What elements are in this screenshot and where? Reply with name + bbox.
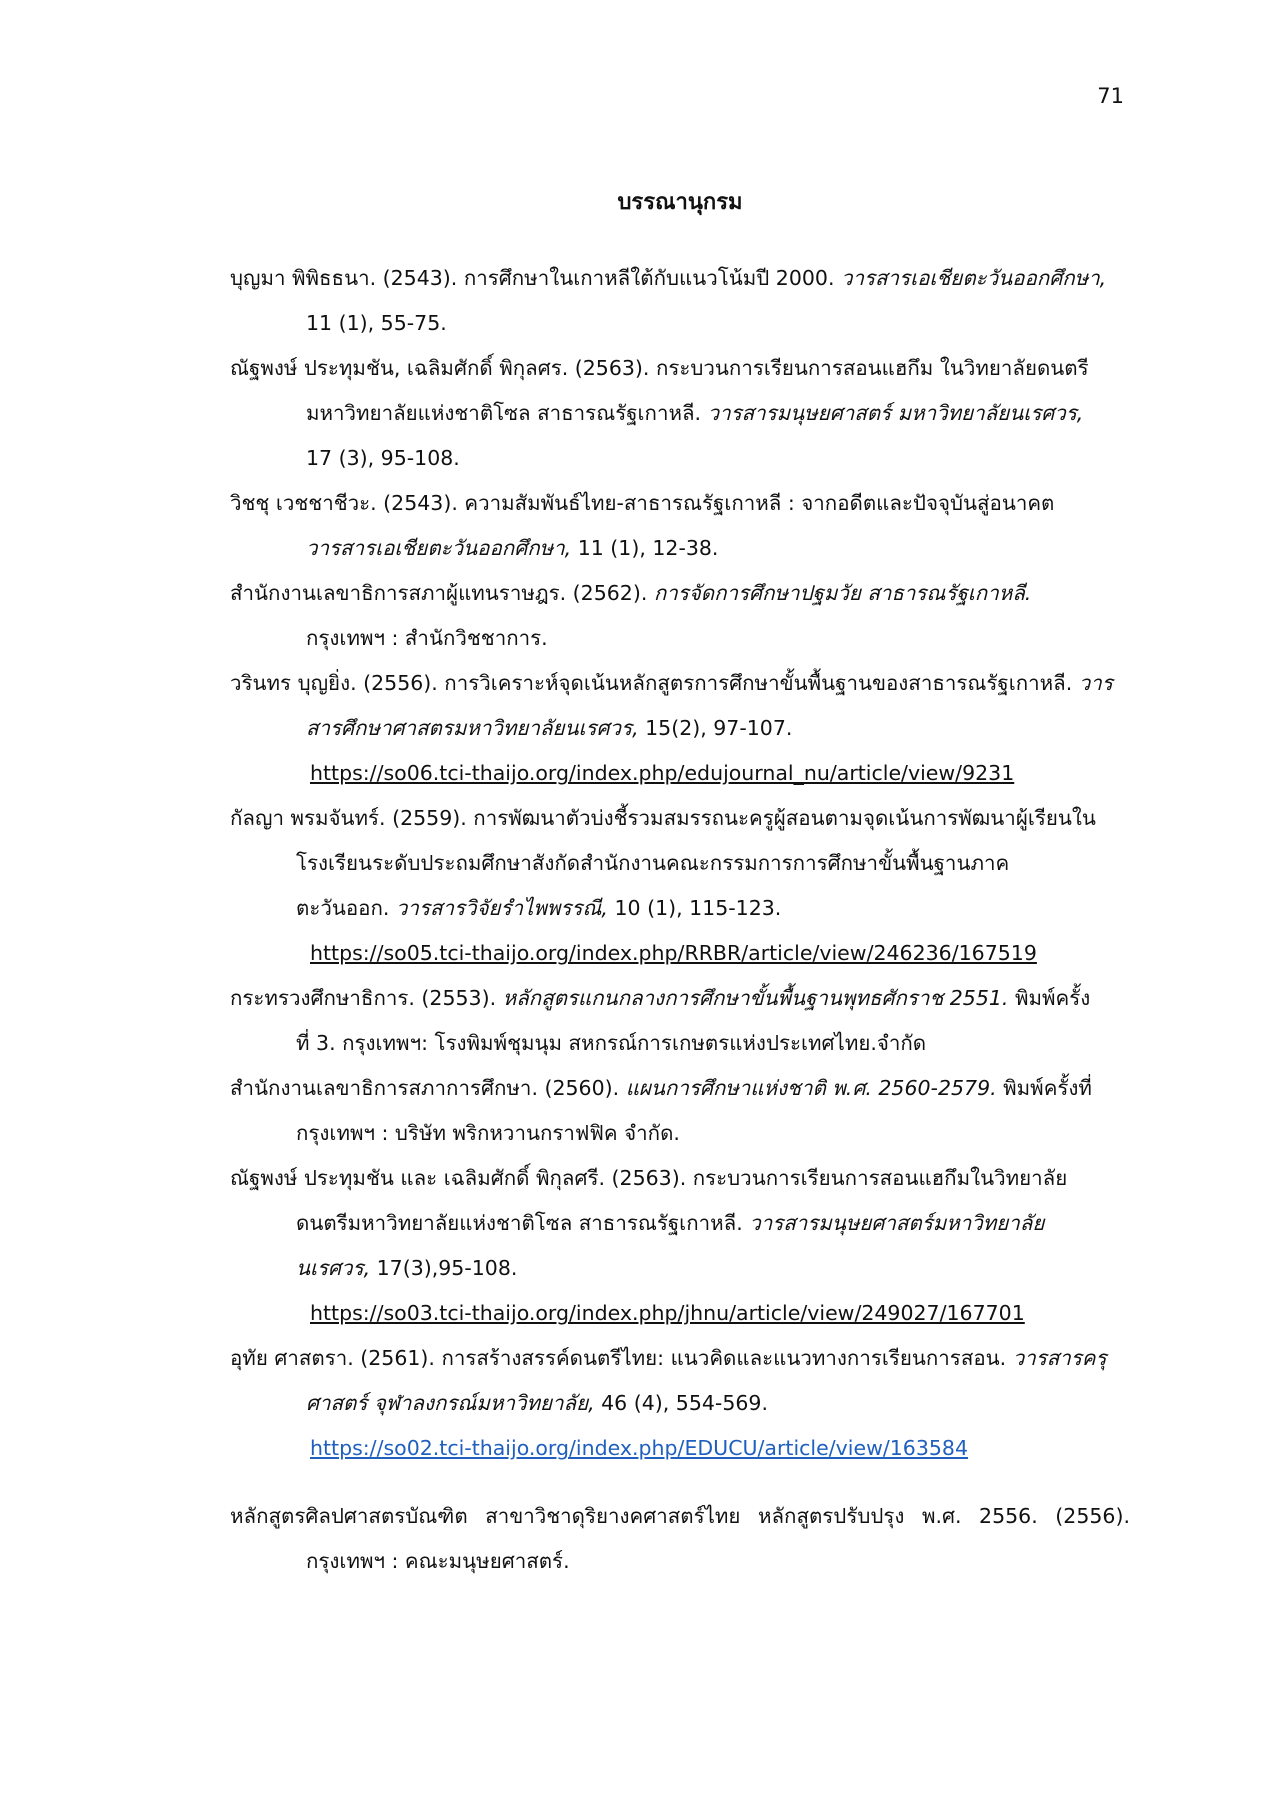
- reference-line: [230, 1156, 1130, 1201]
- reference-text: กระทรวงศึกษาธิการ. (2553).: [230, 986, 503, 1010]
- reference-line: [230, 616, 1130, 661]
- reference-line: [230, 571, 1130, 616]
- reference-text: 15(2), 97-107.: [638, 716, 793, 740]
- reference-text: 17 (3), 95-108.: [306, 446, 460, 470]
- reference-entry: [230, 1066, 1130, 1156]
- reference-text: วิชชุ เวชชาชีวะ. (2543). ความสัมพันธ์ไทย-สาธารณรัฐเกาหลี : จากอดีตและปัจจุบันสู่อนาคต: [230, 491, 1055, 515]
- reference-line: [230, 526, 1130, 571]
- reference-text: บุญมา พิพิธธนา. (2543). การศึกษาในเกาหลีใต้กับแนวโน้มปี 2000.: [230, 266, 841, 290]
- reference-line: [230, 1246, 1130, 1291]
- reference-line: [230, 1066, 1130, 1111]
- reference-line: [230, 841, 1130, 886]
- reference-text: พิมพ์ครั้ง: [1008, 986, 1091, 1010]
- reference-line: [230, 346, 1130, 391]
- reference-text: พิมพ์ครั้งที่: [996, 1076, 1092, 1100]
- reference-entry: [230, 1156, 1130, 1336]
- reference-text: 10 (1), 115-123.: [607, 896, 782, 920]
- reference-line: [230, 436, 1130, 481]
- reference-line: [230, 1291, 1130, 1336]
- reference-text: สาขาวิชาดุริยางคศาสตร์ไทย: [485, 1504, 741, 1528]
- reference-text: ณัฐพงษ์ ประทุมชัน และ เฉลิมศักดิ์ พิกุลศรี. (2563). กระบวนการเรียนการสอนแฮกึมในวิทยาลัย: [230, 1166, 1068, 1190]
- reference-entry: [230, 976, 1130, 1066]
- reference-entry: [230, 481, 1130, 571]
- reference-line: [230, 391, 1130, 436]
- reference-line: [230, 1336, 1130, 1381]
- reference-source-title: หลักสูตรแกนกลางการศึกษาขั้นพื้นฐานพุทธศักราช 2551.: [502, 986, 1009, 1010]
- reference-url-link[interactable]: https://so06.tci-thaijo.org/index.php/edujournal_nu/article/view/9231: [310, 761, 1015, 785]
- reference-text: 2556.: [979, 1504, 1038, 1528]
- reference-text: กรุงเทพฯ : บริษัท พริกหวานกราฟฟิค จำกัด.: [296, 1121, 680, 1145]
- reference-entry: [230, 796, 1130, 976]
- reference-line: [230, 976, 1130, 1021]
- reference-text: วรินทร บุญยิ่ง. (2556). การวิเคราะห์จุดเน้นหลักสูตรการศึกษาขั้นพื้นฐานของสาธารณรัฐเกาหลี.: [230, 671, 1079, 695]
- reference-line: [230, 301, 1130, 346]
- reference-text: ที่ 3. กรุงเทพฯ: โรงพิมพ์ชุมนุม สหกรณ์การเกษตรแห่งประเทศไทย.จำกัด: [296, 1031, 927, 1055]
- reference-source-title: แผนการศึกษาแห่งชาติ พ.ศ. 2560-2579.: [625, 1076, 997, 1100]
- reference-text: สำนักงานเลขาธิการสภาการศึกษา. (2560).: [230, 1076, 626, 1100]
- reference-text: กัลญา พรมจันทร์. (2559). การพัฒนาตัวบ่งชี้รวมสมรรถนะครูผู้สอนตามจุดเน้นการพัฒนาผู้เรียนใน: [230, 806, 1096, 830]
- page-number: 71: [1097, 84, 1124, 108]
- reference-line: [230, 751, 1130, 796]
- reference-line: [230, 1381, 1130, 1426]
- reference-source-title: สารศึกษาศาสตรมหาวิทยาลัยนเรศวร,: [306, 716, 639, 740]
- reference-text: อุทัย ศาสตรา. (2561). การสร้างสรรค์ดนตรีไทย: แนวคิดและแนวทางการเรียนการสอน.: [230, 1346, 1013, 1370]
- reference-entry: [230, 346, 1130, 481]
- reference-text: มหาวิทยาลัยแห่งชาติโซล สาธารณรัฐเกาหลี.: [306, 401, 708, 425]
- reference-line: [230, 1494, 1130, 1539]
- reference-text: พ.ศ.: [921, 1504, 962, 1528]
- reference-source-title: วารสารครุ: [1012, 1346, 1107, 1370]
- reference-text: ตะวันออก.: [296, 896, 396, 920]
- reference-line: [230, 1111, 1130, 1156]
- reference-text: กรุงเทพฯ : คณะมนุษยศาสตร์.: [306, 1549, 570, 1573]
- reference-text: สำนักงานเลขาธิการสภาผู้แทนราษฎร. (2562).: [230, 581, 654, 605]
- reference-source-title: การจัดการศึกษาปฐมวัย สาธารณรัฐเกาหลี.: [653, 581, 1032, 605]
- reference-text: 17(3),95-108.: [370, 1256, 518, 1280]
- reference-text: 11 (1), 55-75.: [306, 311, 447, 335]
- reference-list: [230, 256, 1130, 1584]
- reference-line: [230, 661, 1130, 706]
- reference-source-title: วาร: [1078, 671, 1113, 695]
- reference-entry: [230, 1336, 1130, 1471]
- reference-line: [230, 1021, 1130, 1066]
- reference-url-link[interactable]: https://so03.tci-thaijo.org/index.php/jhnu/article/view/249027/167701: [310, 1301, 1025, 1325]
- reference-source-title: วารสารมนุษยศาสตร์มหาวิทยาลัย: [749, 1211, 1045, 1235]
- reference-source-title: วารสารเอเชียตะวันออกศึกษา,: [841, 266, 1107, 290]
- reference-url-link[interactable]: https://so05.tci-thaijo.org/index.php/RRBR/article/view/246236/167519: [310, 941, 1037, 965]
- reference-entry: [230, 661, 1130, 796]
- reference-text: 11 (1), 12-38.: [571, 536, 719, 560]
- reference-entry: [230, 1494, 1130, 1584]
- reference-source-title: วารสารวิจัยรำไพพรรณี,: [395, 896, 608, 920]
- reference-text: หลักสูตรปรับปรุง: [757, 1504, 905, 1528]
- reference-text: 46 (4), 554-569.: [594, 1391, 768, 1415]
- reference-line: [230, 1201, 1130, 1246]
- reference-source-title: วารสารมนุษยศาสตร์ มหาวิทยาลัยนเรศวร,: [707, 401, 1084, 425]
- reference-source-title: นเรศวร,: [296, 1256, 371, 1280]
- reference-entry: [230, 571, 1130, 661]
- reference-text: กรุงเทพฯ : สำนักวิชชาการ.: [306, 626, 548, 650]
- reference-text: (2556).: [1055, 1504, 1130, 1528]
- reference-source-title: วารสารเอเชียตะวันออกศึกษา,: [306, 536, 572, 560]
- page-title: บรรณานุกรม: [617, 190, 743, 215]
- reference-line: [230, 706, 1130, 751]
- reference-url-link[interactable]: https://so02.tci-thaijo.org/index.php/EDUCU/article/view/163584: [310, 1436, 968, 1460]
- reference-line: [230, 1539, 1130, 1584]
- reference-line: [230, 481, 1130, 526]
- reference-entry: [230, 256, 1130, 346]
- reference-source-title: ศาสตร์ จุฬาลงกรณ์มหาวิทยาลัย,: [306, 1391, 595, 1415]
- reference-text: ดนตรีมหาวิทยาลัยแห่งชาติโซล สาธารณรัฐเกาหลี.: [296, 1211, 750, 1235]
- reference-line: [230, 886, 1130, 931]
- reference-text: หลักสูตรศิลปศาสตรบัณฑิต: [230, 1504, 468, 1528]
- reference-line: [230, 796, 1130, 841]
- reference-text: ณัฐพงษ์ ประทุมชัน, เฉลิมศักดิ์ พิกุลศร. (2563). กระบวนการเรียนการสอนแฮกึม ในวิทยาลัยดนตรี: [230, 356, 1089, 380]
- reference-line: [230, 1426, 1130, 1471]
- reference-text: โรงเรียนระดับประถมศึกษาสังกัดสำนักงานคณะกรรมการการศึกษาขั้นพื้นฐานภาค: [296, 851, 1010, 875]
- reference-line: [230, 256, 1130, 301]
- reference-line: [230, 931, 1130, 976]
